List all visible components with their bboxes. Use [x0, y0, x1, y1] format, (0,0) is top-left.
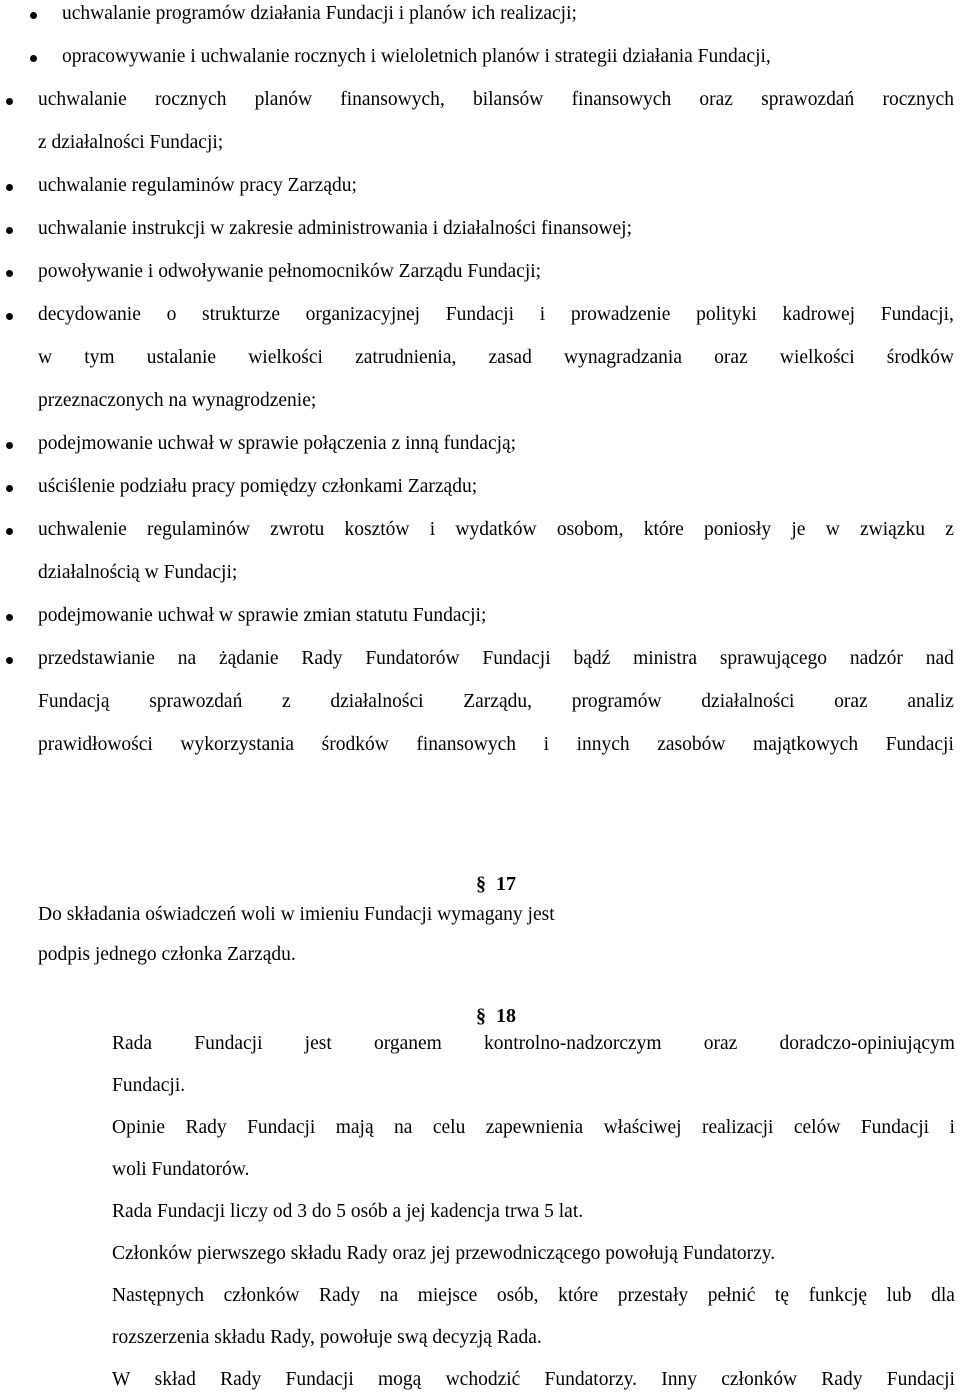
- word: oraz: [834, 691, 868, 712]
- bullet-marker: [6, 485, 13, 492]
- word: oraz: [703, 1033, 738, 1054]
- word: je: [791, 519, 806, 540]
- list-item-text: [38, 88, 954, 112]
- word: rocznych: [882, 89, 954, 110]
- word: finansowych: [571, 89, 672, 110]
- word: i: [949, 1117, 955, 1138]
- word: Fundacji: [285, 1369, 354, 1390]
- word: finansowych,: [340, 89, 445, 110]
- word: miejsce: [417, 1285, 478, 1306]
- word: nadzór: [849, 648, 903, 669]
- word: Fundacją: [38, 691, 110, 712]
- word: nad: [925, 648, 954, 669]
- word: zapewnienia: [485, 1117, 584, 1138]
- word: sprawującego: [719, 648, 828, 669]
- word: celów: [793, 1117, 841, 1138]
- section-18-paragraph-text: Fundacji.: [112, 1075, 186, 1096]
- list-item-text: [38, 346, 954, 370]
- word: bądź: [573, 648, 611, 669]
- list-item-text: [38, 303, 954, 327]
- word: związku: [860, 519, 925, 540]
- bullet-marker: [6, 270, 13, 277]
- word: środków: [886, 347, 954, 368]
- word: regulaminów: [147, 519, 250, 540]
- word: ministra: [633, 648, 697, 669]
- word: planów: [254, 89, 313, 110]
- word: Rady: [185, 1117, 227, 1138]
- list-item-text: powoływanie i odwoływanie pełnomocników Zarządu Fundacji;: [38, 261, 542, 282]
- word: osób,: [496, 1285, 539, 1306]
- word: celu: [432, 1117, 466, 1138]
- word: kadrowej: [782, 304, 856, 325]
- section-18-paragraph-text: [112, 1116, 955, 1140]
- word: Rady: [319, 1285, 361, 1306]
- list-item-text: podejmowanie uchwał w sprawie zmian statutu Fundacji;: [38, 605, 487, 626]
- word: uchwalenie: [38, 519, 127, 540]
- list-item-text: [38, 647, 954, 671]
- bullet-marker: [30, 55, 37, 62]
- word: dla: [931, 1285, 955, 1306]
- section-18-paragraph-text: Rada Fundacji liczy od 3 do 5 osób a jej kadencja trwa 5 lat.: [112, 1201, 584, 1222]
- list-item-text: [38, 690, 954, 714]
- bullet-marker: [6, 614, 13, 621]
- bullet-marker: [6, 657, 13, 664]
- section-18-paragraph-text: woli Fundatorów.: [112, 1159, 250, 1180]
- word: bilansów: [472, 89, 544, 110]
- list-item-text: uściślenie podziału pracy pomiędzy członkami Zarządu;: [38, 476, 478, 497]
- section-18-paragraph-text: [112, 1032, 955, 1056]
- word: środków: [321, 734, 389, 755]
- section-number: 18: [496, 1005, 516, 1027]
- word: doradczo-opiniującym: [779, 1033, 955, 1054]
- word: sprawozdań: [149, 691, 243, 712]
- word: Fundacji,: [880, 304, 954, 325]
- word: Fundatorów: [365, 648, 460, 669]
- section-18-paragraph-text: [112, 1368, 955, 1392]
- word: polityki: [696, 304, 757, 325]
- bullet-marker: [6, 313, 13, 320]
- word: W: [112, 1369, 131, 1390]
- list-item-text: uchwalanie instrukcji w zakresie administrowania i działalności finansowej;: [38, 218, 633, 239]
- word: członków: [721, 1369, 798, 1390]
- word: Fundatorzy.: [544, 1369, 637, 1390]
- section-18-paragraph-text: Członków pierwszego składu Rady oraz jej przewodniczącego powołują Fundatorzy.: [112, 1243, 776, 1264]
- word: przestały: [617, 1285, 689, 1306]
- word: Fundacji: [247, 1117, 316, 1138]
- list-item-text: uchwalanie programów działania Fundacji i planów ich realizacji;: [62, 3, 577, 24]
- word: Fundacji: [482, 648, 551, 669]
- section-17-text: Do składania oświadczeń woli w imieniu Fundacji wymagany jest: [38, 904, 555, 925]
- paragraph-sign: §: [476, 873, 486, 895]
- word: sprawozdań: [761, 89, 855, 110]
- bullet-marker: [6, 442, 13, 449]
- word: Następnych: [112, 1285, 205, 1306]
- word: działalności: [701, 691, 795, 712]
- word: kosztów: [344, 519, 410, 540]
- word: o: [166, 304, 177, 325]
- word: funkcję: [808, 1285, 868, 1306]
- word: wchodzić: [445, 1369, 521, 1390]
- word: na: [177, 648, 197, 669]
- word: tym: [84, 347, 115, 368]
- word: wykorzystania: [180, 734, 295, 755]
- word: zasobów: [657, 734, 726, 755]
- list-item-text: [38, 733, 954, 757]
- word: Fundacji: [885, 734, 954, 755]
- word: wydatków: [455, 519, 537, 540]
- word: organem: [373, 1033, 442, 1054]
- word: majątkowych: [753, 734, 859, 755]
- word: które: [558, 1285, 599, 1306]
- word: uchwalanie: [38, 89, 127, 110]
- word: rocznych: [154, 89, 227, 110]
- word: pełnić: [707, 1285, 756, 1306]
- word: i: [543, 734, 550, 755]
- word: działalności: [330, 691, 424, 712]
- word: oraz: [699, 89, 733, 110]
- word: Fundacji: [445, 304, 515, 325]
- word: żądanie: [218, 648, 279, 669]
- word: zwrotu: [270, 519, 325, 540]
- list-item-text: przeznaczonych na wynagrodzenie;: [38, 390, 317, 411]
- word: Fundacji: [194, 1033, 263, 1054]
- word: ustalanie: [146, 347, 217, 368]
- word: wielkości: [248, 347, 323, 368]
- word: w: [38, 347, 53, 368]
- list-item-text: uchwalanie regulaminów pracy Zarządu;: [38, 175, 357, 196]
- section-18-paragraph-text: rozszerzenia składu Rady, powołuje swą decyzją Rada.: [112, 1327, 542, 1348]
- word: poniosły: [703, 519, 772, 540]
- paragraph-sign: §: [476, 1005, 486, 1027]
- word: przedstawianie: [38, 648, 155, 669]
- word: na: [379, 1285, 399, 1306]
- word: na: [394, 1117, 413, 1138]
- word: kontrolno-nadzorczym: [483, 1033, 662, 1054]
- word: wielkości: [779, 347, 855, 368]
- word: mają: [335, 1117, 374, 1138]
- list-item-text: z działalności Fundacji;: [38, 132, 224, 153]
- word: z: [945, 519, 954, 540]
- word: właściwej: [603, 1117, 682, 1138]
- word: strukturze: [202, 304, 280, 325]
- word: jest: [304, 1033, 332, 1054]
- word: skład: [154, 1369, 196, 1390]
- word: prowadzenie: [570, 304, 671, 325]
- word: Rada: [112, 1033, 153, 1054]
- bullet-marker: [6, 98, 13, 105]
- word: Rady: [220, 1369, 262, 1390]
- word: wynagradzania: [563, 347, 683, 368]
- word: w: [825, 519, 840, 540]
- word: Rady: [301, 648, 343, 669]
- word: Inny: [661, 1369, 697, 1390]
- word: zatrudnienia,: [355, 347, 457, 368]
- word: lub: [886, 1285, 912, 1306]
- word: decydowanie: [38, 304, 141, 325]
- word: Fundacji: [860, 1117, 930, 1138]
- word: członków: [223, 1285, 300, 1306]
- section-number: 17: [496, 873, 516, 895]
- word: które: [643, 519, 684, 540]
- word: prawidłowości: [38, 734, 153, 755]
- bullet-marker: [6, 227, 13, 234]
- section-18-paragraph-text: [112, 1284, 955, 1308]
- word: innych: [576, 734, 630, 755]
- word: organizacyjnej: [305, 304, 421, 325]
- word: zasad: [488, 347, 532, 368]
- bullet-marker: [6, 184, 13, 191]
- list-item-text: działalnością w Fundacji;: [38, 562, 238, 583]
- list-item-text: [38, 518, 954, 542]
- word: realizacji: [701, 1117, 774, 1138]
- word: programów: [571, 691, 662, 712]
- word: oraz: [714, 347, 748, 368]
- word: mogą: [378, 1369, 422, 1390]
- list-item-text: opracowywanie i uchwalanie rocznych i wieloletnich planów i strategii działania Fundacji,: [62, 46, 771, 67]
- word: Fundacji: [886, 1369, 955, 1390]
- section-17-text: podpis jednego członka Zarządu.: [38, 944, 296, 965]
- word: Rady: [821, 1369, 863, 1390]
- list-item-text: podejmowanie uchwał w sprawie połączenia z inną fundacją;: [38, 433, 517, 454]
- word: finansowych: [416, 734, 517, 755]
- bullet-marker: [6, 528, 13, 535]
- word: i: [539, 304, 546, 325]
- word: i: [429, 519, 436, 540]
- word: Opinie: [112, 1117, 166, 1138]
- word: Zarządu,: [463, 691, 532, 712]
- word: z: [282, 691, 291, 712]
- bullet-marker: [30, 12, 37, 19]
- word: tę: [774, 1285, 789, 1306]
- word: osobom,: [556, 519, 624, 540]
- word: analiz: [907, 691, 954, 712]
